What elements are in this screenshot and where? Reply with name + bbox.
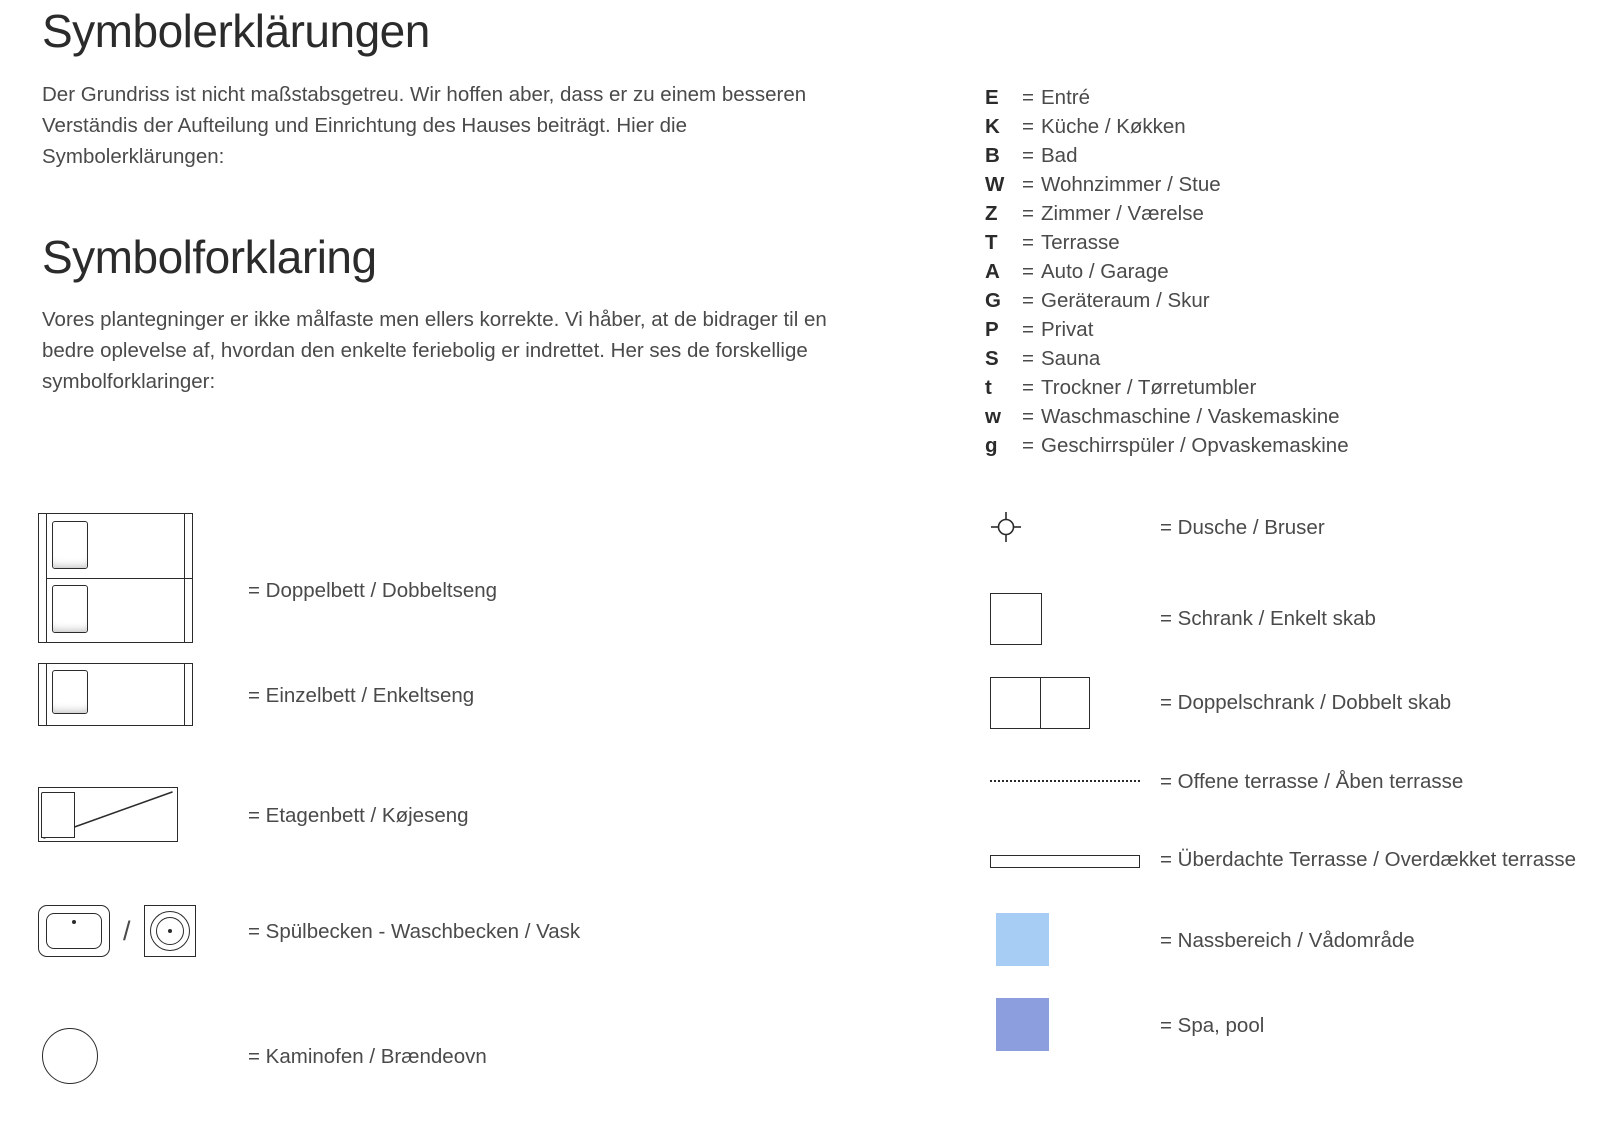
page-title-de: Symbolerklärungen (42, 5, 430, 57)
double-bed-icon (38, 513, 193, 643)
abbr-equals: = (1022, 347, 1034, 370)
single-cabinet-icon (990, 593, 1042, 645)
abbr-equals: = (1022, 376, 1034, 399)
abbr-key: P (985, 318, 999, 341)
abbr-equals: = (1022, 144, 1034, 167)
abbreviation-row (985, 347, 1585, 376)
abbr-label: Küche / Køkken (1041, 115, 1186, 138)
sink-icon (38, 905, 196, 957)
abbr-label: Zimmer / Værelse (1041, 202, 1204, 225)
abbr-label: Terrasse (1041, 231, 1120, 254)
legend-label: = Spa, pool (1160, 1014, 1265, 1037)
abbr-label: Auto / Garage (1041, 260, 1169, 283)
wet-area-swatch (996, 913, 1049, 966)
abbr-equals: = (1022, 289, 1034, 312)
sink-round-icon (38, 905, 110, 957)
abbr-label: Privat (1041, 318, 1094, 341)
sink-square-icon (144, 905, 196, 957)
abbr-key: S (985, 347, 999, 370)
legend-label: = Kaminofen / Brændeovn (248, 1045, 487, 1068)
abbr-equals: = (1022, 173, 1034, 196)
abbr-equals: = (1022, 434, 1034, 457)
abbr-key: w (985, 405, 1001, 428)
intro-paragraph-de: Der Grundriss ist nicht maßstabsgetreu. Wir hoffen aber, dass er zu einem besseren Verständis der Aufteilung und Einrichtung des Hauses beiträgt. Hier die Symbolerklärungen: (42, 82, 807, 168)
legend-label: = Etagenbett / Køjeseng (248, 804, 469, 827)
double-cabinet-icon (990, 677, 1090, 729)
bunk-bed-icon (38, 787, 178, 842)
page-title-da: Symbolforklaring (42, 230, 377, 283)
abbr-equals: = (1022, 115, 1034, 138)
abbr-equals: = (1022, 202, 1034, 225)
sink-separator: / (123, 915, 131, 946)
abbr-key: W (985, 173, 1005, 196)
legend-label: = Überdachte Terrasse / Overdækket terrasse (1160, 848, 1577, 871)
abbr-label: Geschirrspüler / Opvaskemaskine (1041, 434, 1349, 457)
dashed-line-icon (990, 780, 1140, 782)
abbreviation-row (985, 434, 1585, 463)
abbreviation-row (985, 86, 1585, 115)
wood-stove-icon (42, 1028, 98, 1084)
left-column (42, 0, 942, 397)
legend-label: = Einzelbett / Enkeltseng (248, 684, 475, 707)
abbr-label: Wohnzimmer / Stue (1041, 173, 1221, 196)
abbreviation-row (985, 231, 1585, 260)
intro-paragraph-da: Vores plantegninger er ikke målfaste men ellers korrekte. Vi håber, at de bidrager til en bedre oplevelse af, hvordan den enkelte feriebolig er indrettet. Her ses de forskellige symbolforklaringer: (42, 308, 827, 394)
abbr-key: Z (985, 202, 998, 225)
abbreviation-row (985, 115, 1585, 144)
abbr-label: Geräteraum / Skur (1041, 289, 1210, 312)
single-bed-icon (38, 663, 193, 726)
abbr-equals: = (1022, 405, 1034, 428)
abbr-key: A (985, 260, 1000, 283)
abbreviation-row (985, 289, 1585, 318)
abbr-key: E (985, 86, 999, 109)
spa-pool-swatch (996, 998, 1049, 1051)
abbreviation-list (985, 86, 1585, 463)
abbreviation-row (985, 405, 1585, 434)
legend-label: = Schrank / Enkelt skab (1160, 607, 1376, 630)
abbreviation-row (985, 260, 1585, 289)
shower-icon (990, 511, 1022, 548)
legend-label: = Doppelbett / Dobbeltseng (248, 579, 498, 602)
legend-label: = Doppelschrank / Dobbelt skab (1160, 691, 1452, 714)
abbr-key: G (985, 289, 1001, 312)
abbr-equals: = (1022, 231, 1034, 254)
abbr-key: T (985, 231, 998, 254)
abbr-equals: = (1022, 260, 1034, 283)
abbr-key: g (985, 434, 998, 457)
abbr-equals: = (1022, 318, 1034, 341)
abbreviation-row (985, 144, 1585, 173)
abbreviation-row (985, 318, 1585, 347)
abbr-label: Trockner / Tørretumbler (1041, 376, 1257, 399)
abbr-label: Waschmaschine / Vaskemaskine (1041, 405, 1340, 428)
legend-label: = Offene terrasse / Åben terrasse (1160, 770, 1464, 793)
abbr-key: B (985, 144, 1000, 167)
legend-label: = Dusche / Bruser (1160, 516, 1325, 539)
abbr-label: Bad (1041, 144, 1078, 167)
abbreviation-row (985, 173, 1585, 202)
abbr-key: t (985, 376, 992, 399)
covered-terrace-icon (990, 855, 1140, 868)
abbr-key: K (985, 115, 1000, 138)
legend-label: = Spülbecken - Waschbecken / Vask (248, 920, 581, 943)
abbr-equals: = (1022, 86, 1034, 109)
legend-label: = Nassbereich / Vådområde (1160, 929, 1415, 952)
abbr-label: Entré (1041, 86, 1090, 109)
abbreviation-row (985, 376, 1585, 405)
abbr-label: Sauna (1041, 347, 1101, 370)
abbreviation-row (985, 202, 1585, 231)
